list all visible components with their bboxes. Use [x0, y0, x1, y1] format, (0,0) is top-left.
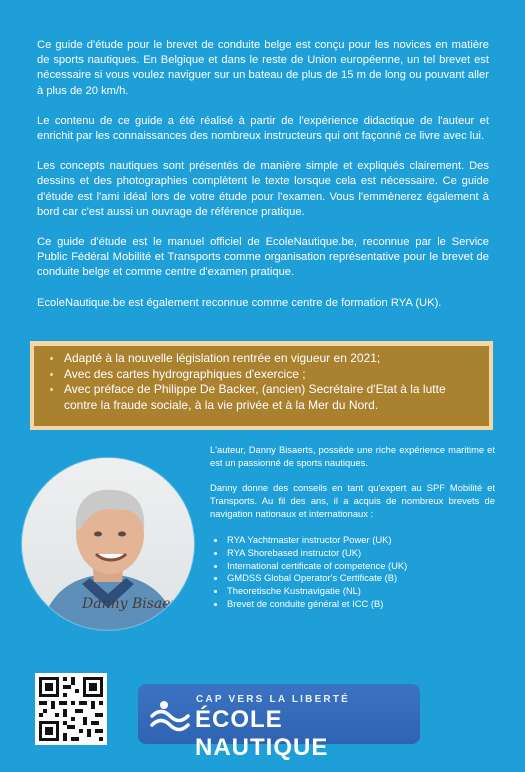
- feature-item: Avec préface de Philippe De Backer, (ancien) Secrétaire d'Etat à la lutte contre la fraude sociale, à la vie privée et à la Mer du Nord.: [48, 382, 481, 413]
- certification-item: RYA Shorebased instructor (UK): [211, 547, 491, 560]
- qr-code[interactable]: [35, 673, 107, 745]
- intro-paragraph-2: Le contenu de ce guide a été réalisé à partir de l'expérience didactique de l'auteur et enrichit par les connaissances des nombreux instructeurs qui ont façonné ce livre avec lui.: [37, 114, 489, 143]
- author-bio-paragraph-2: Danny donne des conseils en tant qu'expert au SPF Mobilité et Transports. Au fil des ans, il a acquis de nombreux brevets de navigation nationaux et internationaux :: [210, 482, 495, 519]
- certification-item: International certificate of competence (UK): [211, 560, 491, 573]
- author-portrait: [22, 458, 194, 630]
- intro-paragraph-3: Les concepts nautiques sont présentés de manière simple et expliqués clairement. Des dessins et des photographies complètent le texte lorsque cela est nécessaire. Ce guide d'étude est l'ami idéal lors de votre étude pour l'examen. Vous l'emmènerez également à bord car c'est aussi un ouvrage de référence pratique.: [37, 160, 489, 218]
- back-cover-description: [37, 38, 489, 326]
- feature-item: Adapté à la nouvelle législation rentrée en vigueur en 2021;: [48, 351, 481, 367]
- signature-text: Danny Bisaerts: [82, 596, 191, 612]
- certification-item: Theoretische Kustnavigatie (NL): [211, 585, 491, 598]
- features-box-inner: [34, 346, 489, 426]
- wave-icon: [150, 694, 190, 734]
- author-bio-paragraph-1: L'auteur, Danny Bisaerts, possède une riche expérience maritime et est un passionné de sports nautiques.: [210, 444, 495, 468]
- logo-name: ÉCOLE NAUTIQUE: [195, 706, 329, 761]
- intro-paragraph-4: Ce guide d'étude est le manuel officiel de EcoleNautique.be, reconnue par le Service Public Fédéral Mobilité et Transports comme organisation représentative pour le brevet de conduite belge et comme centre d'examen pratique.: [37, 236, 489, 279]
- intro-paragraph-1: Ce guide d'étude pour le brevet de conduite belge est conçu pour les novices en matière de sports nautiques. En Belgique et dans le reste de Union européenne, un tel brevet est nécessaire si vous voulez naviguer sur un bateau de plus de 15 m de long ou pouvant aller à plus de 20 km/h.: [37, 39, 489, 97]
- feature-item: Avec des cartes hydrographiques d'exercice ;: [48, 367, 481, 383]
- certifications-list: [211, 534, 491, 611]
- author-bio: [210, 443, 495, 532]
- qr-code-icon: [35, 673, 107, 745]
- logo-tagline: CAP VERS LA LIBERTÉ: [196, 694, 351, 705]
- author-photo-illustration: [22, 458, 194, 630]
- certification-item: GMDSS Global Operator's Certificate (B): [211, 572, 491, 585]
- ecole-nautique-logo: [138, 684, 420, 761]
- features-list: [48, 351, 481, 413]
- intro-paragraph-5: EcoleNautique.be est également reconnue comme centre de formation RYA (UK).: [37, 296, 442, 309]
- features-box: [30, 341, 493, 430]
- certification-item: RYA Yachtmaster instructor Power (UK): [211, 534, 491, 547]
- certification-item: Brevet de conduite général et ICC (B): [211, 598, 491, 611]
